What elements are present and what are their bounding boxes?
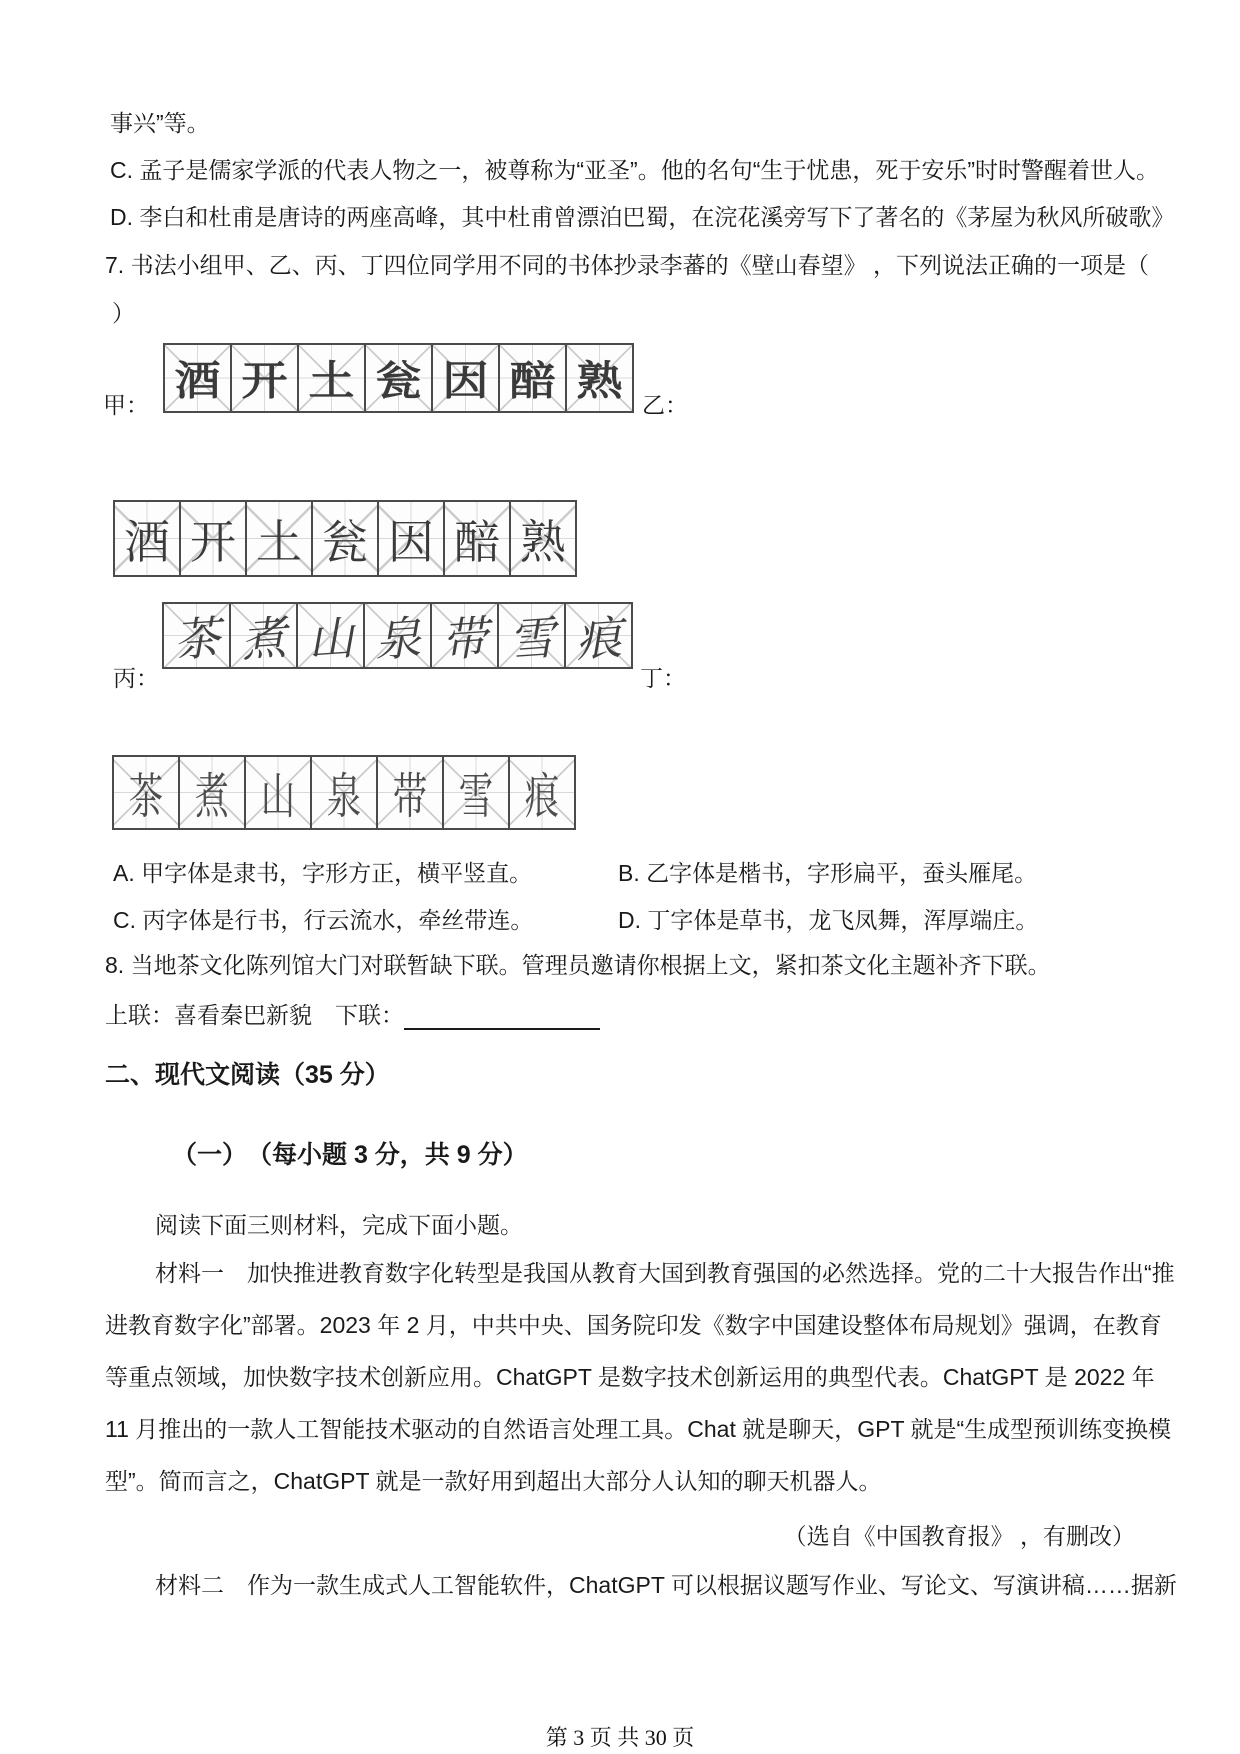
calligraphy-sample-bing bbox=[162, 602, 633, 669]
grid-cell bbox=[231, 604, 298, 667]
calligraphy-char: 熟 bbox=[520, 516, 566, 568]
grid-cell bbox=[312, 757, 378, 828]
label-bing: 丙： bbox=[113, 665, 159, 691]
calligraphy-sample-ding bbox=[112, 755, 576, 830]
grid-cell bbox=[566, 604, 631, 667]
option-d-literature: D. 李白和杜甫是唐诗的两座高峰，其中杜甫曾漂泊巴蜀，在浣花溪旁写下了著名的《茅屋为秋风所破歌》 bbox=[110, 204, 1175, 230]
grid-cell bbox=[115, 502, 181, 575]
grid-cell bbox=[299, 345, 366, 411]
question-7-option-c: C. 丙字体是行书，行云流水，牵丝带连。 bbox=[113, 907, 534, 933]
calligraphy-char: 痕 bbox=[524, 770, 560, 824]
calligraphy-char: 醅 bbox=[509, 358, 556, 404]
grid-cell bbox=[378, 757, 444, 828]
truncated-line: 事兴”等。 bbox=[110, 110, 210, 136]
calligraphy-char: 带 bbox=[440, 611, 490, 667]
material-1-line-5: 型”。简而言之，ChatGPT 就是一款好用到超出大部分人认知的聊天机器人。 bbox=[105, 1468, 882, 1494]
label-ding: 丁： bbox=[640, 665, 686, 691]
calligraphy-char: 茶 bbox=[172, 611, 222, 667]
question-7-option-b: B. 乙字体是楷书，字形扁平，蚕头雁尾。 bbox=[618, 860, 1038, 886]
grid-cell bbox=[510, 757, 574, 828]
part-1-heading: （一） （每小题 3 分，共 9 分） bbox=[172, 1141, 528, 1169]
material-1-line-2: 进教育数字化”部署。2023 年 2 月，中共中央、国务院印发《数字中国建设整体布局规划》强调，在教育 bbox=[105, 1312, 1162, 1338]
calligraphy-sample-yi bbox=[113, 500, 577, 577]
material-1-line-3: 等重点领域，加快数字技术创新应用。ChatGPT 是数字技术创新运用的典型代表。ChatGPT 是 2022 年 bbox=[105, 1364, 1155, 1390]
calligraphy-char: 酒 bbox=[124, 516, 170, 568]
grid-cell bbox=[433, 345, 500, 411]
question-7-stem: 7. 书法小组甲、乙、丙、丁四位同学用不同的书体抄录李蕃的《壁山春望》 ，下列说法正确的一项是（ bbox=[105, 252, 1149, 278]
question-7-option-d: D. 丁字体是草书，龙飞凤舞，浑厚端庄。 bbox=[618, 907, 1039, 933]
calligraphy-sample-jia bbox=[163, 343, 634, 413]
label-jia: 甲： bbox=[103, 392, 149, 418]
calligraphy-char: 雪 bbox=[458, 770, 494, 824]
grid-cell bbox=[500, 345, 567, 411]
option-c-literature: C. 孟子是儒家学派的代表人物之一，被尊称为“亚圣”。他的名句“生于忧患，死于安乐”时时警醒着世人。 bbox=[110, 157, 1160, 183]
label-yi: 乙： bbox=[642, 392, 688, 418]
calligraphy-char: 雪 bbox=[507, 611, 557, 667]
grid-cell bbox=[499, 604, 566, 667]
calligraphy-char: 痕 bbox=[574, 611, 624, 667]
grid-cell bbox=[164, 604, 231, 667]
grid-cell bbox=[114, 757, 180, 828]
couplet-text: 上联：喜看秦巴新貌 下联： bbox=[105, 1002, 404, 1028]
grid-cell bbox=[165, 345, 232, 411]
calligraphy-char: 带 bbox=[392, 770, 428, 824]
grid-cell bbox=[247, 502, 313, 575]
grid-cell bbox=[298, 604, 365, 667]
calligraphy-char: 土 bbox=[256, 516, 302, 568]
reading-prompt: 阅读下面三则材料，完成下面小题。 bbox=[155, 1212, 523, 1238]
grid-cell bbox=[445, 502, 511, 575]
calligraphy-char: 瓮 bbox=[375, 358, 422, 404]
calligraphy-char: 瓮 bbox=[322, 516, 368, 568]
calligraphy-char: 土 bbox=[308, 358, 355, 404]
grid-cell bbox=[246, 757, 312, 828]
grid-cell bbox=[365, 604, 432, 667]
page-footer: 第 3 页 共 30 页 bbox=[545, 1725, 695, 1750]
question-7-stem-close: ） bbox=[112, 300, 135, 326]
grid-cell bbox=[232, 345, 299, 411]
grid-cell bbox=[511, 502, 575, 575]
section-2-heading: 二、现代文阅读（35 分） bbox=[105, 1061, 390, 1089]
material-1-attribution: （选自《中国教育报》 ，有删改） bbox=[783, 1523, 1135, 1549]
material-2-line: 材料二 作为一款生成式人工智能软件，ChatGPT 可以根据议题写作业、写论文、写演讲稿……据新 bbox=[155, 1572, 1177, 1598]
grid-cell bbox=[366, 345, 433, 411]
calligraphy-char: 泉 bbox=[373, 611, 423, 667]
grid-cell bbox=[444, 757, 510, 828]
calligraphy-char: 开 bbox=[190, 516, 236, 568]
calligraphy-char: 熟 bbox=[576, 358, 623, 404]
calligraphy-char: 泉 bbox=[326, 770, 362, 824]
grid-cell bbox=[567, 345, 632, 411]
calligraphy-char: 开 bbox=[241, 358, 288, 404]
question-7-option-a: A. 甲字体是隶书，字形方正，横平竖直。 bbox=[113, 860, 533, 886]
calligraphy-char: 煮 bbox=[239, 611, 289, 667]
answer-blank bbox=[404, 1002, 600, 1030]
calligraphy-char: 茶 bbox=[128, 770, 164, 824]
calligraphy-char: 山 bbox=[260, 770, 296, 824]
calligraphy-char: 酒 bbox=[174, 358, 221, 404]
calligraphy-char: 山 bbox=[306, 611, 356, 667]
grid-cell bbox=[379, 502, 445, 575]
grid-cell bbox=[313, 502, 379, 575]
calligraphy-char: 因 bbox=[442, 358, 489, 404]
grid-cell bbox=[180, 757, 246, 828]
material-1-line-1: 材料一 加快推进教育数字化转型是我国从教育大国到教育强国的必然选择。党的二十大报告作出“推 bbox=[155, 1260, 1175, 1286]
calligraphy-char: 醅 bbox=[454, 516, 500, 568]
material-1-line-4: 11 月推出的一款人工智能技术驱动的自然语言处理工具。Chat 就是聊天，GPT 就是“生成型预训练变换模 bbox=[105, 1416, 1172, 1442]
calligraphy-char: 因 bbox=[388, 516, 434, 568]
grid-cell bbox=[181, 502, 247, 575]
grid-cell bbox=[432, 604, 499, 667]
question-8-stem: 8. 当地茶文化陈列馆大门对联暂缺下联。管理员邀请你根据上文，紧扣茶文化主题补齐下联。 bbox=[105, 952, 1051, 978]
calligraphy-char: 煮 bbox=[194, 770, 230, 824]
couplet-line bbox=[105, 1000, 600, 1030]
